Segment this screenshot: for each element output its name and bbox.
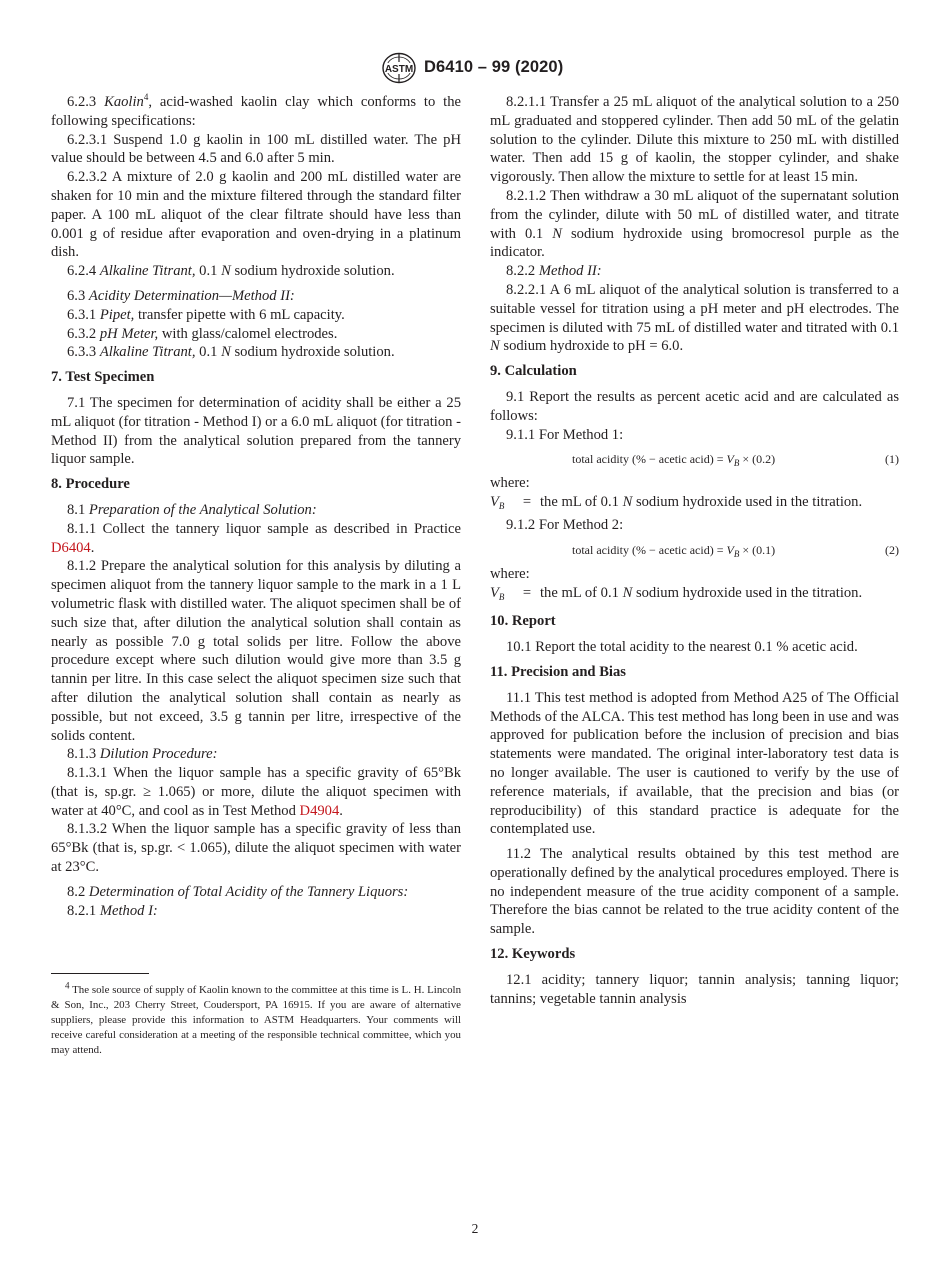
paragraph-9-1: 9.1 Report the results as percent acetic acid and are calculated as follows: [490, 388, 899, 424]
section-heading-10: 10. Report [490, 613, 556, 630]
paragraph-7-1: 7.1 The specimen for determination of acidity shall be either a 25 mL aliquot (for titration - Method I) or a 6.0 mL aliquot (for titration - Method II) from the analytical solution prepared from the tannery liquor sample. [51, 394, 461, 468]
section-heading-11: 11. Precision and Bias [490, 663, 626, 680]
section-heading-12: 12. Keywords [490, 946, 576, 963]
paragraph-6-3-2: 6.3.2 pH Meter, with glass/calomel electrodes. [67, 325, 338, 342]
where-label: where: [490, 475, 530, 492]
paragraph-8-2-2-1: 8.2.2.1 A 6 mL aliquot of the analytical solution is transferred to a suitable vessel for titration using a pH meter and pH electrodes. The specimen is diluted with 75 mL of distilled water and titrated with 0.1 N sodium hydroxide to pH = 6.0. [490, 281, 899, 355]
section-heading-8: 8. Procedure [51, 476, 130, 493]
paragraph-6-2-3-1: 6.2.3.1 Suspend 1.0 g kaolin in 100 mL distilled water. The pH value should be between 4.5 and 6.0 after 5 min. [51, 131, 461, 167]
right-column [490, 93, 899, 1008]
paragraph-6-2-4: 6.2.4 Alkaline Titrant, 0.1 N sodium hydroxide solution. [67, 263, 395, 280]
paragraph-10-1: 10.1 Report the total acidity to the nearest 0.1 % acetic acid. [506, 639, 858, 656]
paragraph-6-3-1: 6.3.1 Pipet, transfer pipette with 6 mL capacity. [67, 306, 345, 323]
section-heading-7: 7. Test Specimen [51, 369, 155, 386]
page-header [0, 52, 950, 86]
paragraph-12-1: 12.1 acidity; tannery liquor; tannin analysis; tanning liquor; tannins; vegetable tannin analysis [490, 971, 899, 1007]
paragraph-8-2: 8.2 Determination of Total Acidity of the Tannery Liquors: [67, 883, 409, 900]
paragraph-6-3: 6.3 Acidity Determination—Method II: [67, 287, 295, 304]
equation-number: (1) [885, 452, 899, 467]
svg-text:ASTM: ASTM [384, 64, 414, 75]
paragraph-11-2: 11.2 The analytical results obtained by this test method are operationally defined by the analytical procedures employed. There is no independent measure of the true acidity component of a sample. Therefore the bias cannot be related to the true acidity content of the sample. [490, 846, 899, 938]
equation-number: (2) [885, 542, 899, 557]
paragraph-8-2-1-2: 8.2.1.2 Then withdraw a 30 mL aliquot of the supernatant solution from the cylinder, dilute with 50 mL of distilled water, and titrate with 0.1 N sodium hydroxide using bromocresol purple as the indicator. [490, 187, 899, 261]
paragraph-6-2-3: 6.2.3 Kaolin$^4$, acid-washed kaolin clay which conforms to the following specifications: [51, 92, 461, 129]
reference-link-d4904[interactable]: D4904 [299, 802, 340, 819]
left-column [51, 93, 461, 920]
variable-definition: $V_B$ = the mL of 0.1 N sodium hydroxide used in the titration. [490, 584, 863, 602]
paragraph-8-2-2: 8.2.2 Method II: [506, 263, 602, 280]
paragraph-8-1-1: 8.1.1 Collect the tannery liquor sample as described in Practice D6404. [51, 520, 461, 556]
paragraph-6-2-3-2: 6.2.3.2 A mixture of 2.0 g kaolin and 200 mL distilled water are shaken for 10 min and the mixture filtered through the standard filter paper. A 100 mL aliquot of the clear filtrate should have less than 0.001 g of residue after evaporation and oven-drying in a platinum dish. [51, 169, 461, 261]
reference-link-d6404[interactable]: D6404 [51, 539, 91, 556]
page-number: 2 [471, 1221, 479, 1236]
where-label: where: [490, 565, 530, 582]
paragraph-8-2-1: 8.2.1 Method I: [67, 902, 158, 919]
paragraph-8-1-3-1: 8.1.3.1 When the liquor sample has a specific gravity of 65°Bk (that is, sp.gr. ≥ 1.065) or more, dilute the aliquot specimen with water at 40°C, and cool as in Test Method D4904. [51, 765, 461, 819]
footnote-4: $^4$ The sole source of supply of Kaolin known to the committee at this time is L. H. Lincoln & Son, Inc., 203 Cherry Street, Coudersport, PA 16915. If you are aware of alternative suppliers, please provide this information to ASTM Headquarters. Your comments will receive careful consideration at a meeting of the responsible technical committee, which you may attend. [51, 980, 462, 1057]
document-designation: D6410 – 99 (2020) [424, 58, 564, 76]
section-heading-9: 9. Calculation [490, 363, 577, 380]
paragraph-8-1-2: 8.1.2 Prepare the analytical solution for this analysis by diluting a specimen aliquot from the tannery liquor sample to the mark in a 1 L volumetric flask with distilled water. The aliquot specimen shall be of such size that, after dilution the analytical solution shall contain as nearly as possible 7.0 g total solids per litre. Follow the above procedure except where such dilution would give more than 3.5 g tannin per litre. In this case select the aliquot specimen size such that after dilution the analytical solution shall contain as nearly as possible, but not exceed, 3.5 g tannin per litre, irrespective of the solids content. [51, 558, 461, 744]
equation-2: total acidity (% − acetic acid) = $V_B \times (0.1)$ (2) [572, 542, 899, 559]
paragraph-8-1-3: 8.1.3 Dilution Procedure: [67, 746, 218, 763]
footnote-divider [51, 973, 149, 974]
paragraph-6-3-3: 6.3.3 Alkaline Titrant, 0.1 N sodium hydroxide solution. [67, 344, 395, 361]
equation-1: total acidity (% − acetic acid) = $V_B \times (0.2)$ (1) [572, 452, 899, 469]
astm-logo-icon [381, 52, 417, 84]
variable-definition: $V_B$ = the mL of 0.1 N sodium hydroxide used in the titration. [490, 494, 863, 512]
paragraph-8-1-3-2: 8.1.3.2 When the liquor sample has a specific gravity of less than 65°Bk (that is, sp.gr. < 1.065), dilute the aliquot specimen with water at 23°C. [51, 821, 461, 876]
paragraph-8-1: 8.1 Preparation of the Analytical Solution: [67, 501, 317, 518]
paragraph-9-1-1: 9.1.1 For Method 1: [506, 426, 624, 443]
paragraph-8-2-1-1: 8.2.1.1 Transfer a 25 mL aliquot of the analytical solution to a 250 mL graduated and stoppered cylinder. Then add 50 mL of the gelatin solution to the cylinder. Dilute this mixture to 250 mL with distilled water. Then add 15 g of kaolin, the stopper cylinder, and shake vigorously. Then allow the mixture to settle for at least 15 min. [490, 94, 899, 186]
paragraph-9-1-2: 9.1.2 For Method 2: [506, 516, 624, 533]
paragraph-11-1: 11.1 This test method is adopted from Method A25 of The Official Methods of the ALCA. This test method has long been in use and was approved for publication before the inclusion of precision and bias statements were mandated. The original inter-laboratory test data is no longer available. The user is cautioned to verify by the use of reference materials, if available, that the precision and bias (or reproducibility) of this standard practice is adequate for the contemplated use. [490, 689, 899, 838]
